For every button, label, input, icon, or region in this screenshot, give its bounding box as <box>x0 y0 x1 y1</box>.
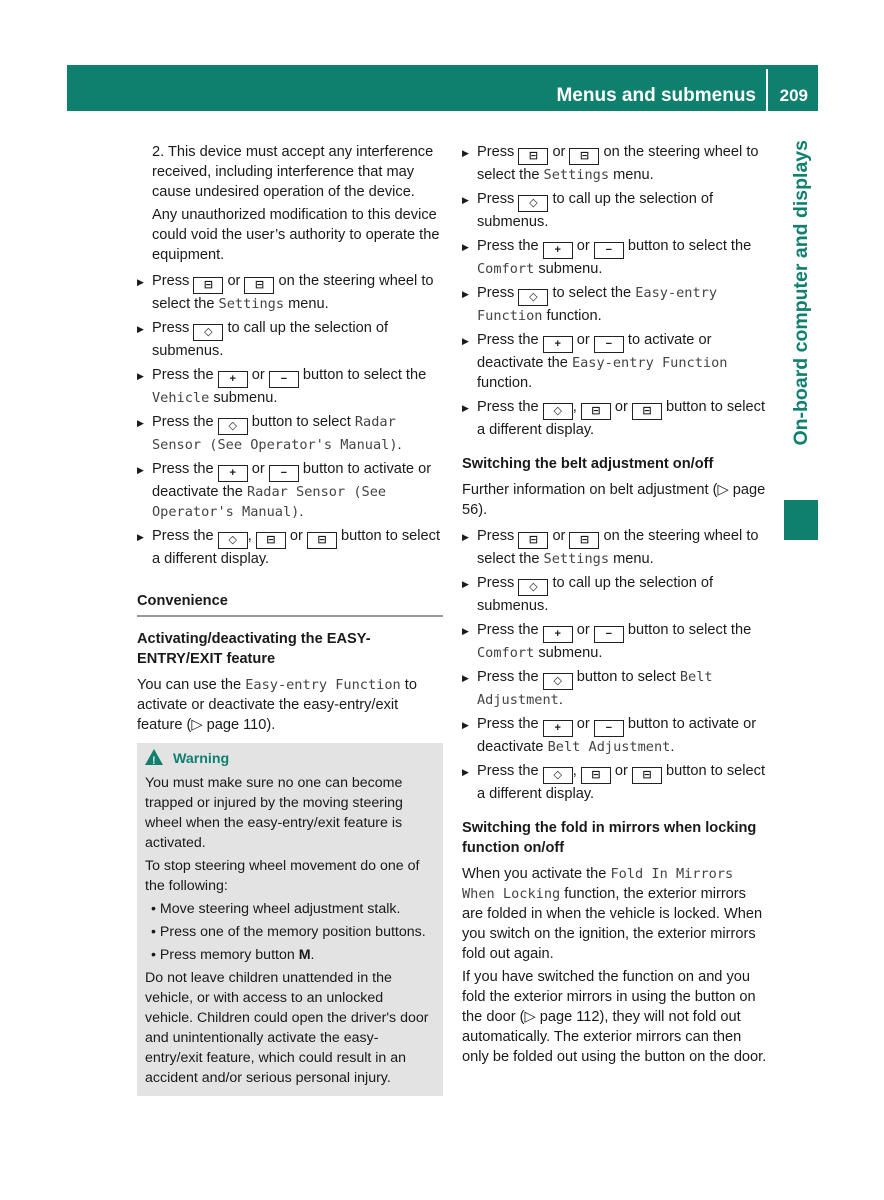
paragraph: If you have switched the function on and you fold the exterior mirrors in using the button on the door (▷ page 112), they will not fold out automatically. The exterior mirrors can then only be folded out using the button on the door. <box>462 969 767 1065</box>
side-tab-label: On-board computer and displays <box>790 140 812 446</box>
step-text: button to activate or deactivate the <box>152 461 432 500</box>
right-display-button-icon: ⊟ <box>632 767 662 784</box>
step-text: to call up the selection of submenus. <box>477 191 714 230</box>
paragraph: Further information on belt adjustment (▷ page 56). <box>462 482 766 518</box>
step-text: Press the <box>477 238 539 254</box>
minus-button-icon: − <box>269 371 299 388</box>
intro-paragraph: Any unauthorized modification to this device could void the user’s authority to operate the equipment. <box>152 207 440 263</box>
back-button-icon: ◇ <box>518 195 548 212</box>
step-text: submenu. <box>538 645 603 661</box>
step-text: Press the <box>477 332 539 348</box>
step-text: menu. <box>288 296 329 312</box>
step-text: Press <box>477 285 515 301</box>
step-text: Press the <box>152 414 214 430</box>
paragraph-text: to activate or deactivate the easy-entry/exit feature (▷ page 110). <box>137 677 417 733</box>
step-text: on the steering wheel to select the <box>152 273 434 312</box>
back-button-icon: ◇ <box>218 532 248 549</box>
step <box>137 365 443 408</box>
left-column <box>137 142 443 1096</box>
warning-box <box>137 743 443 1096</box>
plus-button-icon: + <box>543 336 573 353</box>
step-text: or <box>576 238 590 254</box>
step-text: Press the <box>477 763 539 779</box>
step <box>137 459 443 522</box>
paragraph-text: function, the exterior mirrors are folded in when the vehicle is locked. When you switch on the ignition, the exterior mirrors fold out again. <box>462 886 763 962</box>
step-text: submenu. <box>213 390 278 406</box>
step-text: . <box>558 692 563 708</box>
intro-paragraph: 2. This device must accept any interference received, including interference that may cause undesired operation of the device. <box>152 144 434 200</box>
function-name: Easy-entry Function <box>571 355 728 371</box>
warning-title: Warning <box>172 751 230 767</box>
right-display-button-icon: ⊟ <box>244 277 274 294</box>
step-text: or <box>289 528 303 544</box>
warning-bullet-text: • Press memory button <box>151 947 295 963</box>
step-text: or <box>251 461 265 477</box>
plus-button-icon: + <box>543 242 573 259</box>
page-header <box>67 65 818 111</box>
minus-button-icon: − <box>269 465 299 482</box>
step-text: on the steering wheel to select the <box>477 528 759 567</box>
step-text: Press the <box>477 716 539 732</box>
left-display-button-icon: ⊟ <box>256 532 286 549</box>
menu-name: Belt Adjustment <box>547 739 671 755</box>
step-text: . <box>299 504 304 520</box>
step-text: or <box>552 528 566 544</box>
step <box>462 189 768 232</box>
step <box>462 142 768 185</box>
step-text: button to select <box>576 669 676 685</box>
step-text: Press <box>477 528 515 544</box>
plus-button-icon: + <box>543 720 573 737</box>
left-display-button-icon: ⊟ <box>193 277 223 294</box>
step-text: Press the <box>152 528 214 544</box>
left-display-button-icon: ⊟ <box>581 403 611 420</box>
step-text: . <box>670 739 675 755</box>
paragraph-text: When you activate the <box>462 866 607 882</box>
side-tab <box>784 140 818 490</box>
step <box>462 397 768 440</box>
step <box>462 714 768 757</box>
step-text: Press the <box>152 367 214 383</box>
plus-button-icon: + <box>218 371 248 388</box>
step <box>137 412 443 455</box>
left-display-button-icon: ⊟ <box>518 148 548 165</box>
subsection-heading: Switching the belt adjustment on/off <box>462 456 714 472</box>
step-text: Press <box>477 575 515 591</box>
step-text: button to select the <box>302 367 427 383</box>
menu-name: Settings <box>543 551 610 567</box>
minus-button-icon: − <box>594 720 624 737</box>
menu-name: Settings <box>218 296 285 312</box>
back-button-icon: ◇ <box>543 767 573 784</box>
step <box>462 620 768 663</box>
menu-name: Comfort <box>477 261 535 277</box>
menu-name: Belt Adjustment <box>477 669 713 708</box>
memory-button-label: M <box>298 947 311 963</box>
step-text: menu. <box>613 167 654 183</box>
step-text: to call up the selection of submenus. <box>152 320 389 359</box>
step <box>137 526 443 569</box>
step-text: Press <box>152 320 190 336</box>
step-text: Press <box>152 273 190 289</box>
function-name: Easy-entry Function <box>477 285 718 324</box>
step <box>462 573 768 616</box>
step <box>137 271 443 314</box>
page-number: 209 <box>779 86 808 105</box>
section-heading: Convenience <box>137 591 443 617</box>
step-text: button to select the <box>627 238 752 254</box>
step-text: or <box>614 763 628 779</box>
warning-bullet <box>145 945 435 965</box>
minus-button-icon: − <box>594 336 624 353</box>
step-text: button to activate or deactivate <box>477 716 757 755</box>
header-separator <box>766 69 768 111</box>
warning-bullet: • Press one of the memory position buttons. <box>151 924 426 940</box>
step <box>462 283 768 326</box>
warning-bullet-text: . <box>310 947 315 963</box>
subsection-heading: Switching the fold in mirrors when locking function on/off <box>462 820 757 856</box>
menu-name: Vehicle <box>152 390 210 406</box>
paragraph <box>462 864 768 964</box>
step <box>462 330 768 393</box>
right-column <box>462 142 768 1070</box>
step <box>462 526 768 569</box>
step-text: submenu. <box>538 261 603 277</box>
warning-text: Do not leave children unattended in the vehicle, or with access to an unlocked vehicle. Children could open the driver's door and unintentionally activate the easy-entry/exit feature, which could result in an accident and/or serious personal injury. <box>145 970 429 1086</box>
step-text: Press the <box>152 461 214 477</box>
paragraph-text: You can use the <box>137 677 242 693</box>
left-display-button-icon: ⊟ <box>518 532 548 549</box>
right-display-button-icon: ⊟ <box>569 532 599 549</box>
step-text: button to select a different display. <box>152 528 440 567</box>
step <box>462 236 768 279</box>
warning-title-row <box>145 749 435 769</box>
step-text: or <box>227 273 241 289</box>
step-text: button to select <box>251 414 351 430</box>
menu-name: Radar Sensor (See Operator's Manual) <box>152 414 398 453</box>
step-text: Press <box>477 191 515 207</box>
menu-name: Settings <box>543 167 610 183</box>
menu-name: Radar Sensor (See Operator's Manual) <box>152 484 387 520</box>
step <box>462 761 768 804</box>
left-display-button-icon: ⊟ <box>581 767 611 784</box>
step <box>137 318 443 361</box>
paragraph <box>137 675 443 735</box>
back-button-icon: ◇ <box>518 579 548 596</box>
step-text: Press <box>477 144 515 160</box>
plus-button-icon: + <box>543 626 573 643</box>
menu-name: Comfort <box>477 645 535 661</box>
step-text: , <box>572 399 577 415</box>
function-name: Fold In Mirrors When Locking <box>462 866 734 902</box>
step-text: to call up the selection of submenus. <box>477 575 714 614</box>
function-name: Easy-entry Function <box>245 677 401 693</box>
step-text: or <box>552 144 566 160</box>
right-display-button-icon: ⊟ <box>569 148 599 165</box>
step-text: button to select the <box>627 622 752 638</box>
step-text: on the steering wheel to select the <box>477 144 759 183</box>
back-button-icon: ◇ <box>193 324 223 341</box>
warning-text: To stop steering wheel movement do one of the following: <box>145 858 420 894</box>
step-text: or <box>576 332 590 348</box>
step-text: Press the <box>477 669 539 685</box>
step-text: , <box>572 763 577 779</box>
step-text: function. <box>546 308 602 324</box>
warning-bullet: • Move steering wheel adjustment stalk. <box>151 901 401 917</box>
step-text: Press the <box>477 622 539 638</box>
step-text: , <box>247 528 252 544</box>
plus-button-icon: + <box>218 465 248 482</box>
step-text: button to select a different display. <box>477 763 765 802</box>
back-button-icon: ◇ <box>543 403 573 420</box>
step-text: button to select a different display. <box>477 399 765 438</box>
minus-button-icon: − <box>594 242 624 259</box>
step-text: or <box>576 716 590 732</box>
step-text: function. <box>477 375 533 391</box>
step-text: or <box>614 399 628 415</box>
side-tab-marker <box>784 500 818 540</box>
step-text: or <box>251 367 265 383</box>
subsection-heading: Activating/deactivating the EASY-ENTRY/EXIT feature <box>137 631 371 667</box>
right-display-button-icon: ⊟ <box>307 532 337 549</box>
warning-text: You must make sure no one can become trapped or injured by the moving steering wheel when the easy-entry/exit feature is activated. <box>145 775 403 851</box>
minus-button-icon: − <box>594 626 624 643</box>
step <box>462 667 768 710</box>
warning-triangle-icon <box>145 749 163 765</box>
step-text: to activate or deactivate the <box>477 332 712 371</box>
back-button-icon: ◇ <box>218 418 248 435</box>
header-title: Menus and submenus <box>556 85 756 106</box>
right-display-button-icon: ⊟ <box>632 403 662 420</box>
back-button-icon: ◇ <box>543 673 573 690</box>
step-text: to select the <box>552 285 632 301</box>
step-text: or <box>576 622 590 638</box>
step-text: Press the <box>477 399 539 415</box>
back-button-icon: ◇ <box>518 289 548 306</box>
step-text: . <box>397 437 402 453</box>
step-text: menu. <box>613 551 654 567</box>
